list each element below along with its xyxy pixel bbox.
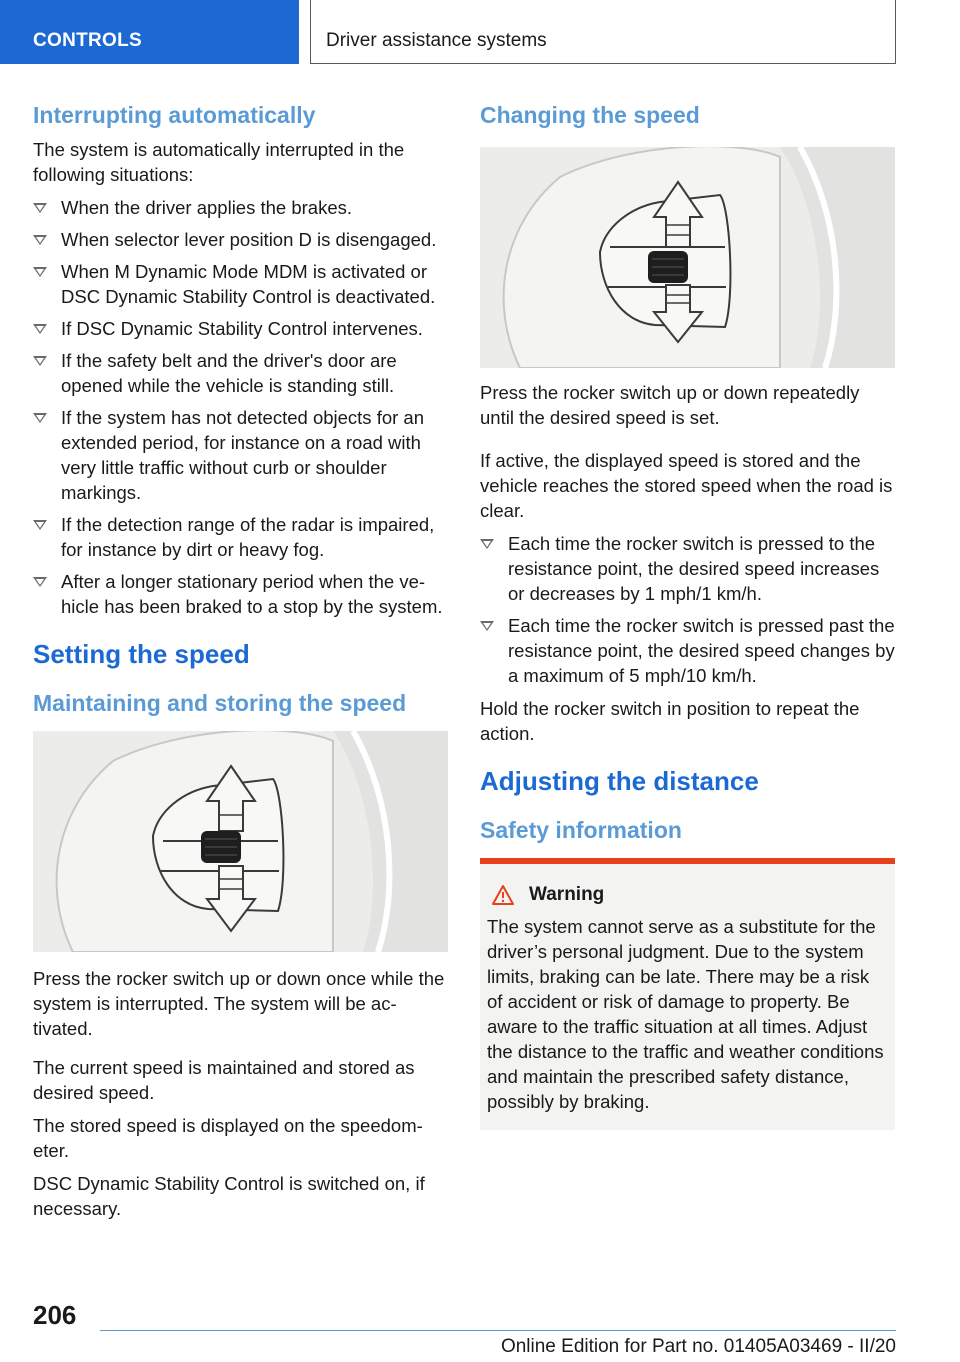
chapter-header xyxy=(310,0,896,64)
list-item xyxy=(33,512,448,562)
list-item-text: When the driver applies the brakes. xyxy=(61,197,353,218)
bullet-triangle-icon xyxy=(480,539,494,549)
list-item-text: If the system has not detected objects for an extended period, for instance on a road with very little traffic without curb or shoulder markings. xyxy=(61,407,425,503)
list-item-text: When M Dynamic Mode MDM is activated or DSC Dynamic Stability Control is deactivated. xyxy=(61,261,436,307)
warning-header xyxy=(487,884,888,906)
edition-note: Online Edition for Part no. 01405A03469 - II/20 xyxy=(500,1336,896,1357)
adjust-heading: Adjusting the distance xyxy=(480,766,759,796)
warning-title: Warning xyxy=(529,884,605,905)
section-tab xyxy=(0,0,299,64)
bullet-triangle-icon xyxy=(33,324,47,334)
list-item-text: After a longer stationary period when the vehicle has been braked to a stop by the system. xyxy=(61,571,443,617)
steering-wheel-rocker-switch-illustration xyxy=(480,147,895,368)
warning-text: The system cannot serve as a substitute for the driver’s personal judgment. Due to the system limits, braking can be late. There may be a risk of accident or risk of damage to property. Be aware to the traffic situation at all times. Adjust the distance to the traffic and weather conditions and maintain the prescribed safety distance, possibly by braking. xyxy=(487,916,884,1112)
interrupt-heading: Interrupting automatically xyxy=(33,102,316,128)
maintain-paragraph-2: The current speed is maintained and stored as desired speed. xyxy=(33,1057,415,1103)
chapter-title: Driver assistance systems xyxy=(326,30,547,51)
bullet-triangle-icon xyxy=(33,577,47,587)
safety-heading: Safety information xyxy=(480,817,682,843)
maintain-heading: Maintaining and storing the speed xyxy=(33,690,407,716)
changing-paragraph-3: Hold the rocker switch in position to repeat the action. xyxy=(480,698,860,744)
list-item xyxy=(33,259,448,309)
footer-divider xyxy=(100,1330,896,1331)
bullet-triangle-icon xyxy=(480,621,494,631)
bullet-triangle-icon xyxy=(33,267,47,277)
changing-paragraph-2: If active, the displayed speed is stored and the vehicle reaches the stored speed when the road is clear. xyxy=(480,450,893,521)
changing-list xyxy=(480,531,895,688)
bullet-triangle-icon xyxy=(33,356,47,366)
list-item xyxy=(480,531,895,606)
section-label: CONTROLS xyxy=(33,30,143,51)
warning-box xyxy=(480,858,895,1130)
list-item xyxy=(480,613,895,688)
list-item xyxy=(33,569,448,619)
list-item xyxy=(33,195,448,220)
maintain-paragraph-4: DSC Dynamic Stability Control is switched on, if necessary. xyxy=(33,1173,425,1219)
setting-heading: Setting the speed xyxy=(33,639,250,669)
steering-wheel-rocker-switch-illustration xyxy=(33,731,448,952)
maintain-paragraph-3: The stored speed is displayed on the speedometer. xyxy=(33,1115,423,1161)
maintain-paragraph-1: Press the rocker switch up or down once while the system is interrupted. The system will be activated. xyxy=(33,968,445,1039)
bullet-triangle-icon xyxy=(33,413,47,423)
interrupt-list xyxy=(33,195,448,619)
right-column xyxy=(480,102,895,1130)
list-item xyxy=(33,348,448,398)
list-item-text: Each time the rocker switch is pressed to the resistance point, the desired speed increases or decreases by 1 mph/1 km/h. xyxy=(508,533,880,604)
left-column xyxy=(33,102,448,1229)
page-number: 206 xyxy=(33,1300,77,1330)
list-item-text: Each time the rocker switch is pressed past the resistance point, the desired speed changes by a maximum of 5 mph/10 km/h. xyxy=(508,615,895,686)
list-item-text: If the detection range of the radar is impaired, for instance by dirt or heavy fog. xyxy=(61,514,435,560)
changing-paragraph-1: Press the rocker switch up or down repeatedly until the desired speed is set. xyxy=(480,382,860,428)
interrupt-intro: The system is automatically interrupted in the following situations: xyxy=(33,139,405,185)
list-item-text: If the safety belt and the driver's door are opened while the vehicle is standing still. xyxy=(61,350,397,396)
list-item xyxy=(33,405,448,505)
list-item-text: When selector lever position D is disengaged. xyxy=(61,229,437,250)
list-item xyxy=(33,227,448,252)
list-item xyxy=(33,316,448,341)
warning-triangle-icon xyxy=(491,884,515,906)
bullet-triangle-icon xyxy=(33,520,47,530)
list-item-text: If DSC Dynamic Stability Control intervenes. xyxy=(61,318,423,339)
changing-heading: Changing the speed xyxy=(480,102,700,128)
bullet-triangle-icon xyxy=(33,235,47,245)
bullet-triangle-icon xyxy=(33,203,47,213)
